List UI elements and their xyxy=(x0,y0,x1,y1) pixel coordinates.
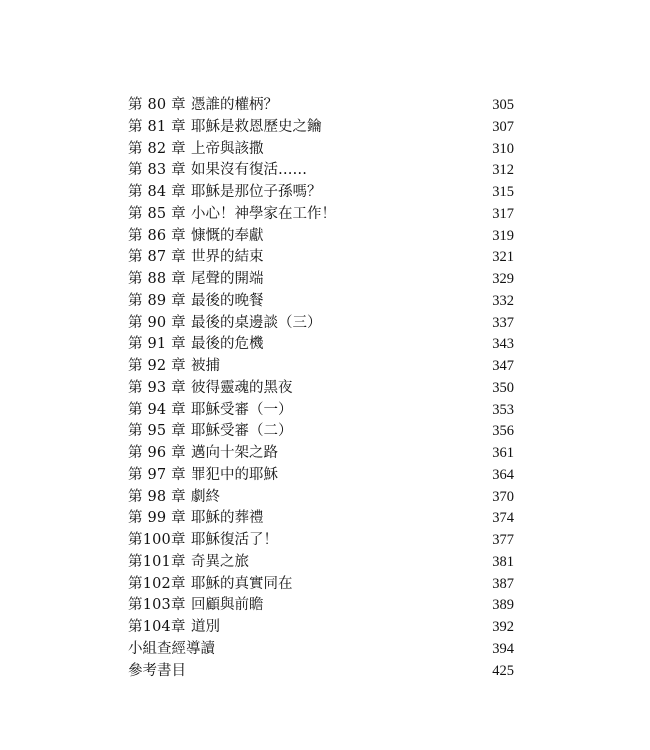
toc-entry xyxy=(128,574,514,596)
page-number: 374 xyxy=(492,510,514,527)
chapter-number: 第 88 章 xyxy=(128,271,186,287)
toc-entry xyxy=(128,160,514,182)
chapter-number: 第102章 xyxy=(128,575,186,592)
chapter-number: 第 97 章 xyxy=(128,466,186,483)
toc-appendix-entry xyxy=(128,639,514,661)
chapter-title: 慷慨的奉獻 xyxy=(191,227,264,244)
page-number: 337 xyxy=(492,314,514,331)
chapter-title: 奇異之旅 xyxy=(191,553,249,570)
page-number: 377 xyxy=(492,532,514,548)
chapter-title: 尾聲的開端 xyxy=(191,271,264,287)
page-number: 370 xyxy=(492,488,514,505)
chapter-title: 被捕 xyxy=(191,358,220,374)
page-number: 356 xyxy=(492,423,514,440)
chapter-title: 彼得靈魂的黑夜 xyxy=(191,379,293,396)
page-number: 307 xyxy=(492,118,514,135)
toc-entry xyxy=(128,182,514,204)
toc-appendix-entry xyxy=(128,661,514,683)
page-number: 389 xyxy=(492,597,514,614)
toc-entry xyxy=(128,421,514,443)
chapter-number: 第101章 xyxy=(128,553,186,570)
chapter-number: 第 84 章 xyxy=(128,184,186,200)
chapter-number: 第 95 章 xyxy=(128,423,186,440)
toc-entry xyxy=(128,291,514,313)
chapter-title: 耶穌受審（一） xyxy=(191,401,293,418)
chapter-number: 第 85 章 xyxy=(128,205,186,222)
chapter-title: 憑誰的權柄？ xyxy=(191,97,278,113)
page-number: 394 xyxy=(492,640,514,657)
page-number: 315 xyxy=(492,184,514,200)
page-number: 332 xyxy=(492,292,514,309)
toc-entry xyxy=(128,313,514,335)
chapter-title: 小心！神學家在工作！ xyxy=(191,205,336,222)
chapter-title: 耶穌是那位子孫嗎？ xyxy=(191,184,322,200)
toc-entry xyxy=(128,552,514,574)
page-number: 317 xyxy=(492,205,514,222)
toc-entry xyxy=(128,378,514,400)
page-number: 353 xyxy=(492,401,514,418)
chapter-title: 最後的危機 xyxy=(191,336,264,353)
toc-entry xyxy=(128,465,514,487)
page-number: 392 xyxy=(492,619,514,635)
chapter-number: 第 87 章 xyxy=(128,249,186,266)
page-number: 343 xyxy=(492,336,514,353)
chapter-number: 第 83 章 xyxy=(128,162,186,179)
chapter-title: 耶穌的葬禮 xyxy=(191,510,264,527)
page-number: 319 xyxy=(492,227,514,244)
toc-entry xyxy=(128,443,514,465)
toc-entry xyxy=(128,226,514,248)
chapter-number: 第 94 章 xyxy=(128,401,186,418)
chapter-number: 第 86 章 xyxy=(128,227,186,244)
appendix-title: 參考書目 xyxy=(128,662,186,679)
toc-entry xyxy=(128,117,514,139)
toc-entry xyxy=(128,334,514,356)
appendix-title: 小組查經導讀 xyxy=(128,640,215,657)
toc-entry xyxy=(128,530,514,552)
toc-entry xyxy=(128,204,514,226)
toc-entry xyxy=(128,508,514,530)
chapter-title: 耶穌復活了！ xyxy=(191,532,278,548)
chapter-number: 第103章 xyxy=(128,597,186,614)
page-number: 305 xyxy=(492,97,514,113)
page-number: 312 xyxy=(492,162,514,179)
toc-entry xyxy=(128,356,514,378)
chapter-number: 第 98 章 xyxy=(128,488,186,505)
page-number: 387 xyxy=(492,575,514,592)
chapter-title: 道別 xyxy=(191,619,220,635)
chapter-number: 第 91 章 xyxy=(128,336,186,353)
page-number: 321 xyxy=(492,249,514,266)
table-of-contents xyxy=(128,95,514,682)
chapter-number: 第 89 章 xyxy=(128,292,186,309)
toc-entry xyxy=(128,400,514,422)
page-number: 347 xyxy=(492,358,514,374)
toc-entry xyxy=(128,269,514,291)
chapter-title: 耶穌的真實同在 xyxy=(191,575,293,592)
page-number: 364 xyxy=(492,466,514,483)
chapter-title: 世界的結束 xyxy=(191,249,264,266)
chapter-number: 第 82 章 xyxy=(128,140,186,157)
chapter-title: 劇終 xyxy=(191,488,220,505)
chapter-number: 第104章 xyxy=(128,619,186,635)
toc-entry xyxy=(128,617,514,639)
chapter-title: 回顧與前瞻 xyxy=(191,597,264,614)
chapter-number: 第 90 章 xyxy=(128,314,186,331)
chapter-title: 上帝與該撒 xyxy=(191,140,264,157)
page-number: 381 xyxy=(492,553,514,570)
toc-entry xyxy=(128,595,514,617)
toc-entry xyxy=(128,139,514,161)
toc-entry xyxy=(128,247,514,269)
page-number: 329 xyxy=(492,271,514,287)
page-number: 361 xyxy=(492,445,514,461)
chapter-title: 如果沒有復活…… xyxy=(191,162,307,179)
chapter-number: 第100章 xyxy=(128,532,186,548)
chapter-number: 第 92 章 xyxy=(128,358,186,374)
page-number: 425 xyxy=(492,662,514,679)
chapter-number: 第 96 章 xyxy=(128,445,186,461)
chapter-number: 第 99 章 xyxy=(128,510,186,527)
page-number: 310 xyxy=(492,140,514,157)
chapter-title: 耶穌是救恩歷史之鑰 xyxy=(191,118,322,135)
chapter-title: 邁向十架之路 xyxy=(191,445,278,461)
toc-entry xyxy=(128,487,514,509)
page-number: 350 xyxy=(492,379,514,396)
chapter-title: 最後的晚餐 xyxy=(191,292,264,309)
chapter-number: 第 93 章 xyxy=(128,379,186,396)
toc-entry xyxy=(128,95,514,117)
chapter-title: 耶穌受審（二） xyxy=(191,423,293,440)
chapter-number: 第 81 章 xyxy=(128,118,186,135)
chapter-title: 罪犯中的耶穌 xyxy=(191,466,278,483)
chapter-title: 最後的桌邊談（三） xyxy=(191,314,322,331)
chapter-number: 第 80 章 xyxy=(128,97,186,113)
